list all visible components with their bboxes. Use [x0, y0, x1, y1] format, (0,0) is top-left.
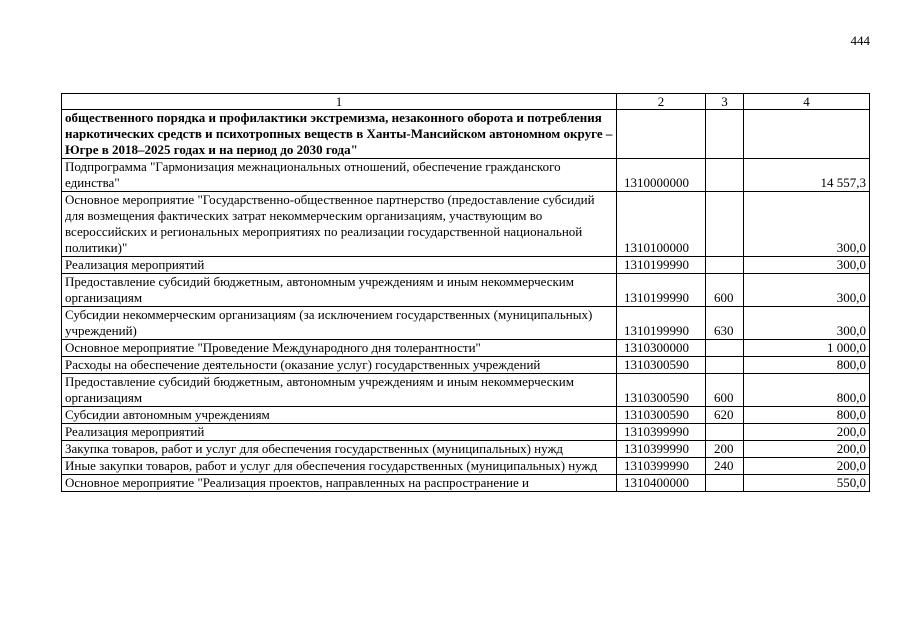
table-row: [62, 307, 870, 340]
row-sum: 200,0: [744, 424, 870, 441]
row-code: 1310300000: [617, 340, 706, 357]
row-name: Закупка товаров, работ и услуг для обеспечения государственных (муниципальных) нужд: [62, 441, 617, 458]
row-sum: 800,0: [744, 374, 870, 407]
row-name: Основное мероприятие "Государственно-общественное партнерство (предоставление субсидий для возмещения фактических затрат некоммерческим организациям, участвующим во всероссийских и региональных мероприятиях по реализации государственной национальной политики)": [62, 192, 617, 257]
row-expense-type: 200: [706, 441, 744, 458]
row-name: Основное мероприятие "Реализация проектов, направленных на распространение и: [62, 475, 617, 492]
row-name: Иные закупки товаров, работ и услуг для обеспечения государственных (муниципальных) нужд: [62, 458, 617, 475]
row-expense-type: [706, 110, 744, 159]
table-row: [62, 192, 870, 257]
row-sum: 1 000,0: [744, 340, 870, 357]
row-name: Реализация мероприятий: [62, 257, 617, 274]
row-expense-type: [706, 192, 744, 257]
row-code: 1310000000: [617, 159, 706, 192]
row-name: Субсидии автономным учреждениям: [62, 407, 617, 424]
row-expense-type: [706, 257, 744, 274]
table-header-row: [62, 94, 870, 110]
row-name: Реализация мероприятий: [62, 424, 617, 441]
table-row: [62, 110, 870, 159]
row-sum: 200,0: [744, 441, 870, 458]
header-cell-1: 1: [62, 94, 617, 110]
row-name: Предоставление субсидий бюджетным, автономным учреждениям и иным некоммерческим организациям: [62, 374, 617, 407]
row-code: [617, 110, 706, 159]
header-cell-2: 2: [617, 94, 706, 110]
table-row: [62, 274, 870, 307]
header-cell-3: 3: [706, 94, 744, 110]
row-expense-type: [706, 475, 744, 492]
row-sum: 300,0: [744, 307, 870, 340]
row-sum: 300,0: [744, 192, 870, 257]
row-name: Основное мероприятие "Проведение Международного дня толерантности": [62, 340, 617, 357]
table-row: [62, 357, 870, 374]
row-code: 1310300590: [617, 407, 706, 424]
row-code: 1310300590: [617, 374, 706, 407]
row-sum: 200,0: [744, 458, 870, 475]
row-code: 1310199990: [617, 274, 706, 307]
row-sum: 300,0: [744, 274, 870, 307]
row-expense-type: 630: [706, 307, 744, 340]
page-number: 444: [850, 33, 870, 48]
row-sum: [744, 110, 870, 159]
table-row: [62, 458, 870, 475]
row-expense-type: 600: [706, 374, 744, 407]
row-code: 1310300590: [617, 357, 706, 374]
table-row: [62, 340, 870, 357]
row-name: Расходы на обеспечение деятельности (оказание услуг) государственных учреждений: [62, 357, 617, 374]
row-sum: 300,0: [744, 257, 870, 274]
table-row: [62, 374, 870, 407]
row-name: Подпрограмма "Гармонизация межнациональных отношений, обеспечение гражданского единства": [62, 159, 617, 192]
row-code: 1310199990: [617, 307, 706, 340]
row-code: 1310399990: [617, 441, 706, 458]
row-code: 1310100000: [617, 192, 706, 257]
row-expense-type: [706, 357, 744, 374]
row-code: 1310199990: [617, 257, 706, 274]
table-row: [62, 475, 870, 492]
header-cell-4: 4: [744, 94, 870, 110]
row-sum: 550,0: [744, 475, 870, 492]
table-row: [62, 407, 870, 424]
row-expense-type: [706, 340, 744, 357]
row-code: 1310399990: [617, 424, 706, 441]
row-expense-type: [706, 424, 744, 441]
row-sum: 800,0: [744, 357, 870, 374]
row-name: общественного порядка и профилактики экстремизма, незаконного оборота и потребления наркотических средств и психотропных веществ в Ханты-Мансийском автономном округе – Югре в 2018–2025 годах и на период до 2030 года": [62, 110, 617, 159]
row-sum: 14 557,3: [744, 159, 870, 192]
table-row: [62, 424, 870, 441]
row-code: 1310399990: [617, 458, 706, 475]
row-expense-type: 600: [706, 274, 744, 307]
table-row: [62, 441, 870, 458]
table-row: [62, 159, 870, 192]
row-expense-type: [706, 159, 744, 192]
row-expense-type: 620: [706, 407, 744, 424]
row-expense-type: 240: [706, 458, 744, 475]
row-sum: 800,0: [744, 407, 870, 424]
row-name: Субсидии некоммерческим организациям (за исключением государственных (муниципальных) учреждений): [62, 307, 617, 340]
table-row: [62, 257, 870, 274]
row-code: 1310400000: [617, 475, 706, 492]
budget-table: [61, 93, 870, 492]
row-name: Предоставление субсидий бюджетным, автономным учреждениям и иным некоммерческим организациям: [62, 274, 617, 307]
